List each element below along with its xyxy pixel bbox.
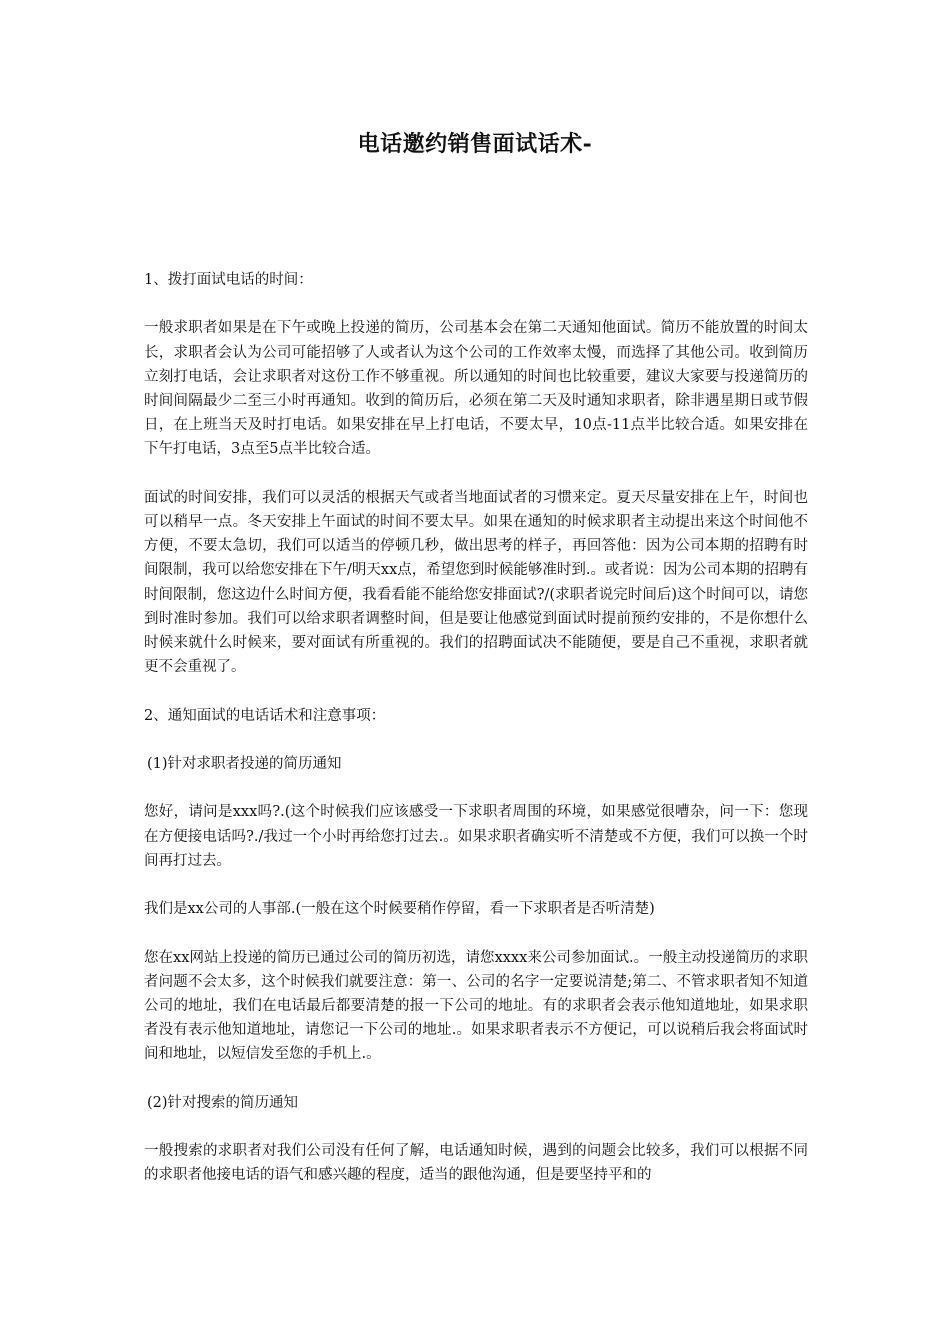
paragraph-company-intro: 我们是xx公司的人事部.(一般在这个时候要稍作停留，看一下求职者是否听清楚) [144,901,655,918]
paragraph-call-timing: 一般求职者如果是在下午或晚上投递的简历，公司基本会在第二天通知他面试。简历不能放置的时间太长，求职者会认为公司可能招够了人或者认为这个公司的工作效率太慢，而选择了其他公司。收到简历立刻打电话，会让求职者对这份工作不够重视。所以通知的时间也比较重要，建议大家要与投递简历的时间间隔最少二至三小时再通知。收到的简历后，必须在第二天及时通知求职者，除非遇星期日或节假日，在上班当天及时打电话。如果安排在早上打电话，不要太早，10点-11点半比较合适。如果安排在下午打电话，3点至5点半比较合适。 [144,320,808,458]
paragraph-searched-candidates: 一般搜索的求职者对我们公司没有任何了解，电话通知时候，遇到的问题会比较多，我们可以根据不同的求职者他接电话的语气和感兴趣的程度，适当的跟他沟通，但是要坚持平和的 [144,1143,808,1184]
subheading-submitted-resume: (1)针对求职者投递的简历通知 [147,756,342,772]
section-heading-call-time: 1、拨打面试电话的时间： [144,272,313,288]
document-body [144,268,808,1212]
paragraph-greeting-script: 您好，请问是xxx吗?.(这个时候我们应该感受一下求职者周围的环境，如果感觉很嘈杂，问一下：您现在方便接电话吗?./我过一个小时再给您打过去.。如果求职者确实听不清楚或不方便，我们可以换一个时间再打过去。 [144,804,808,869]
paragraph-interview-scheduling: 面试的时间安排，我们可以灵活的根据天气或者当地面试者的习惯来定。夏天尽量安排在上午，时间也可以稍早一点。冬天安排上午面试的时间不要太早。如果在通知的时候求职者主动提出来这个时间他不方便，不要太急切，我们可以适当的停顿几秒，做出思考的样子，再回答他：因为公司本期的招聘有时间限制，我可以给您安排在下午/明天xx点，希望您到时候能够准时到.。或者说：因为公司本期的招聘有时间限制，您这边什么时间方便，我看看能不能给您安排面试?/(求职者说完时间后)这个时间可以，请您到时准时参加。我们可以给求职者调整时间，但是要让他感觉到面试时提前预约安排的，不是你想什么时候来就什么时候来，要对面试有所重视的。我们的招聘面试决不能随便，要是自己不重视，求职者就更不会重视了。 [144,489,808,676]
document-title: 电话邀约销售面试话术- [357,131,593,157]
paragraph-interview-notice: 您在xx网站上投递的简历已通过公司的简历初选，请您xxxx来公司参加面试.。一般主动投递简历的求职者问题不会太多，这个时候我们就要注意：第一、公司的名字一定要说清楚;第二、不管求职者知不知道公司的地址，我们在电话最后都要清楚的报一下公司的地址。有的求职者会表示他知道地址，如果求职者没有表示他知道地址，请您记一下公司的地址.。如果求职者表示不方便记，可以说稍后我会将面试时间和地址，以短信发至您的手机上.。 [144,949,808,1063]
subheading-searched-resume: (2)针对搜索的简历通知 [147,1094,299,1111]
section-heading-phone-script: 2、通知面试的电话话术和注意事项： [144,707,386,724]
